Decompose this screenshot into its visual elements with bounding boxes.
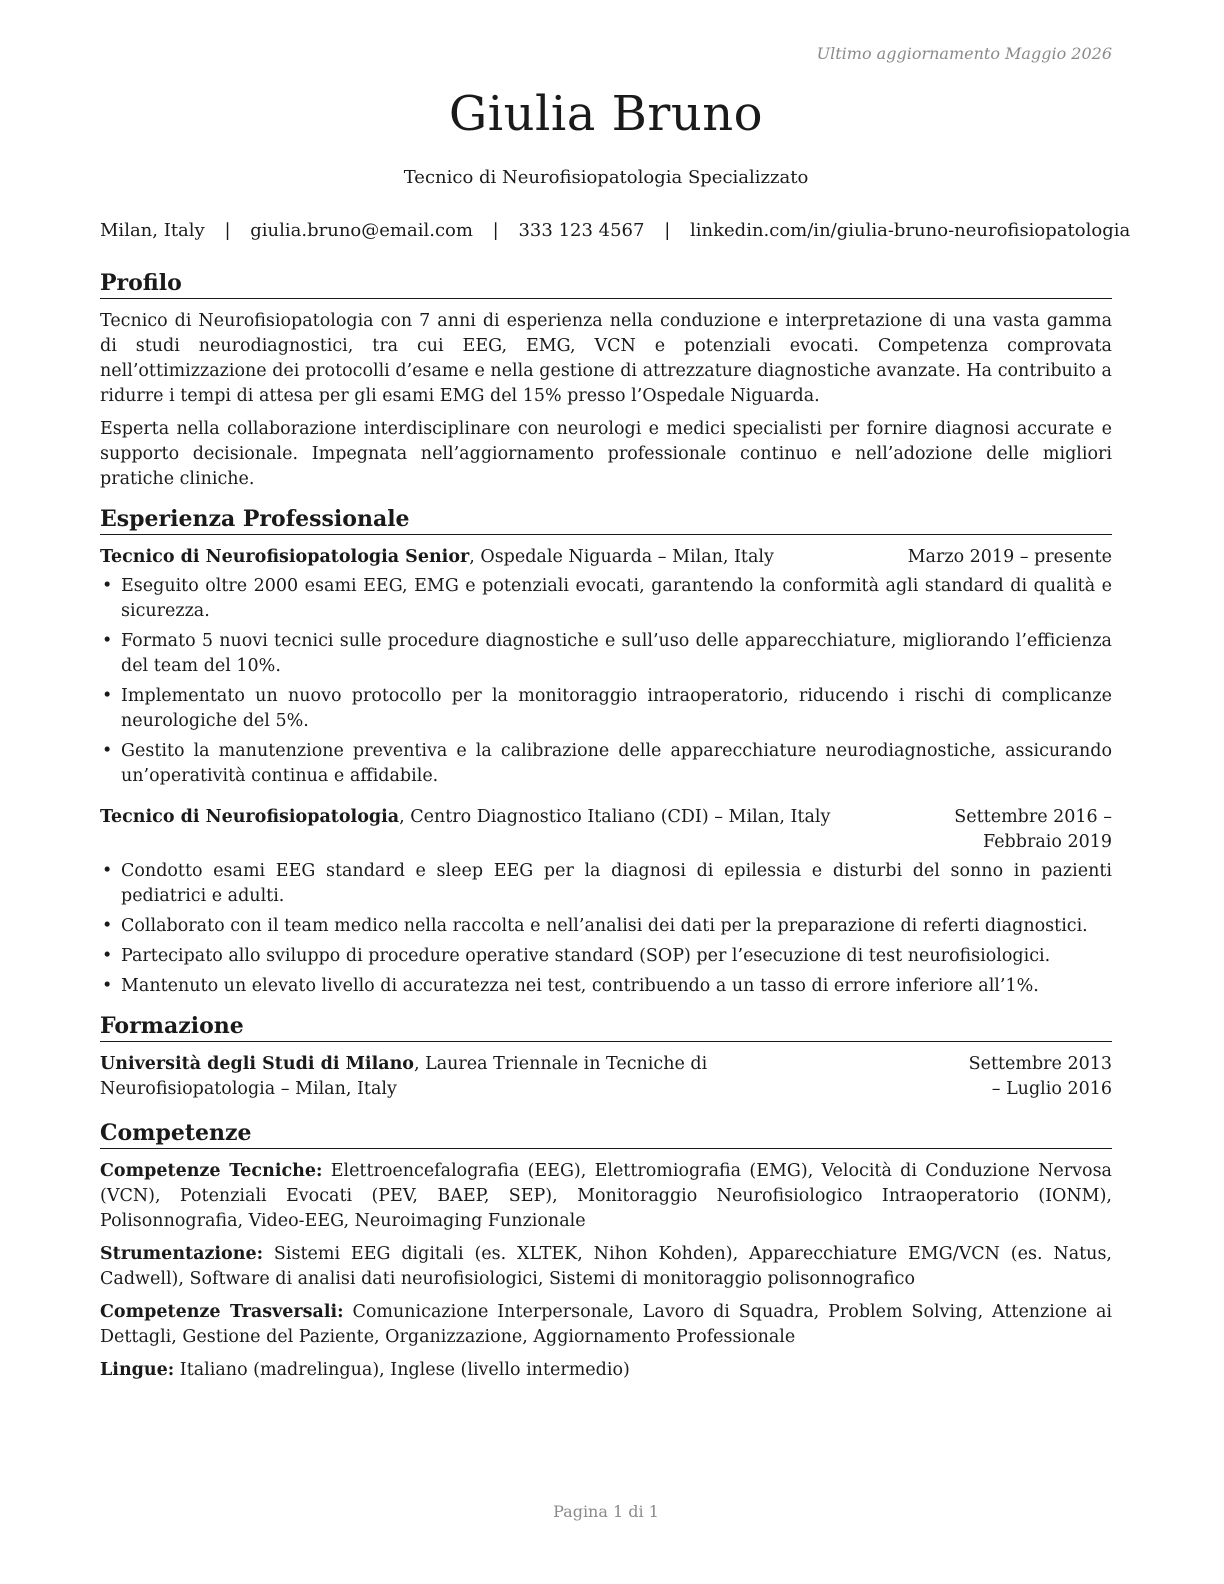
bullet-item bbox=[100, 629, 1112, 679]
skill-label: Lingue: bbox=[100, 1360, 175, 1380]
bullet-text: Formato 5 nuovi tecnici sulle procedure diagnostiche e sull’uso delle apparecchiature, migliorando l’efficienza del team del 10%. bbox=[121, 631, 1112, 676]
bullet-icon: • bbox=[102, 976, 113, 996]
contact-separator: | bbox=[224, 220, 231, 241]
skill-text: Comunicazione Interpersonale, Lavoro di Squadra, Problem Solving, Attenzione ai Dettagli, Gestione del Paziente, Organizzazione, Aggiornamento Professionale bbox=[100, 1302, 1112, 1347]
bullet-item bbox=[100, 684, 1112, 734]
job-role: Tecnico di Neurofisiopatologia Senior bbox=[100, 547, 470, 567]
education-title-line bbox=[100, 1052, 870, 1102]
bullet-icon: • bbox=[102, 741, 113, 761]
education-school: Università degli Studi di Milano bbox=[100, 1054, 414, 1074]
skill-label: Competenze Tecniche: bbox=[100, 1161, 323, 1181]
job-bullets bbox=[100, 574, 1112, 789]
bullet-text: Condotto esami EEG standard e sleep EEG per la diagnosi di epilessia e disturbi del sonno in pazienti pediatrici e adulti. bbox=[121, 861, 1112, 906]
bullet-item bbox=[100, 739, 1112, 789]
bullet-item bbox=[100, 974, 1112, 999]
job-entry bbox=[100, 805, 1112, 999]
job-entry bbox=[100, 545, 1112, 789]
job-role: Tecnico di Neurofisiopatologia bbox=[100, 807, 400, 827]
bullet-text: Implementato un nuovo protocollo per la monitoraggio intraoperatorio, riducendo i rischi di complicanze neurologiche del 5%. bbox=[121, 686, 1112, 731]
skill-row bbox=[100, 1242, 1112, 1292]
education-entry bbox=[100, 1052, 1112, 1102]
bullet-text: Mantenuto un elevato livello di accuratezza nei test, contribuendo a un tasso di errore inferiore all’1%. bbox=[121, 976, 1039, 996]
bullet-text: Collaborato con il team medico nella raccolta e nell’analisi dei dati per la preparazione di referti diagnostici. bbox=[121, 916, 1088, 936]
bullet-item bbox=[100, 944, 1112, 969]
bullet-text: Partecipato allo sviluppo di procedure operative standard (SOP) per l’esecuzione di test neurofisiologici. bbox=[121, 946, 1051, 966]
skill-text: Sistemi EEG digitali (es. XLTEK, Nihon Kohden), Apparecchiature EMG/VCN (es. Natus, Cadwell), Software di analisi dati neurofisiologici, Sistemi di monitoraggio polisonnografico bbox=[100, 1244, 1112, 1289]
contact-line bbox=[100, 220, 1131, 241]
experience-section bbox=[100, 506, 1112, 999]
candidate-role: Tecnico di Neurofisiopatologia Specializzato bbox=[403, 167, 809, 188]
profile-section bbox=[100, 270, 1112, 492]
skill-label: Strumentazione: bbox=[100, 1244, 264, 1264]
job-title-line bbox=[100, 545, 774, 570]
bullet-item bbox=[100, 574, 1112, 624]
skill-label: Competenze Trasversali: bbox=[100, 1302, 344, 1322]
job-bullets bbox=[100, 859, 1112, 999]
contact-separator: | bbox=[664, 220, 671, 241]
skill-text: Italiano (madrelingua), Inglese (livello intermedio) bbox=[174, 1360, 630, 1380]
contact-location: Milan, Italy bbox=[100, 220, 205, 241]
contact-phone[interactable]: 333 123 4567 bbox=[518, 220, 645, 241]
bullet-icon: • bbox=[102, 916, 113, 936]
job-place: , Ospedale Niguarda – Milan, Italy bbox=[469, 547, 774, 567]
skill-row bbox=[100, 1358, 1112, 1383]
job-dates: Marzo 2019 – presente bbox=[907, 547, 1112, 567]
skills-section bbox=[100, 1120, 1112, 1383]
section-title-skills: Competenze bbox=[100, 1120, 1112, 1149]
bullet-icon: • bbox=[102, 576, 113, 596]
page-number: Pagina 1 di 1 bbox=[553, 1502, 659, 1521]
job-dates: Settembre 2016 – Febbraio 2019 bbox=[954, 807, 1112, 852]
profile-paragraph: Tecnico di Neurofisiopatologia con 7 anni di esperienza nella conduzione e interpretazione di una vasta gamma di studi neurodiagnostici, tra cui EEG, EMG, VCN e potenziali evocati. Competenza comprovata nell’ottimizzazione dei protocolli d’esame e nella gestione di attrezzature diagnostiche avanzate. Ha contribuito a ridurre i tempi di attesa per gli esami EMG del 15% presso l’Ospedale Niguarda. bbox=[100, 311, 1112, 406]
bullet-icon: • bbox=[102, 631, 113, 651]
section-title-profile: Profilo bbox=[100, 270, 1112, 299]
bullet-item bbox=[100, 859, 1112, 909]
job-place: , Centro Diagnostico Italiano (CDI) – Milan, Italy bbox=[399, 807, 831, 827]
bullet-icon: • bbox=[102, 946, 113, 966]
job-header bbox=[100, 545, 1112, 570]
education-degree: , Laurea Triennale in Tecniche di Neurofisiopatologia – Milan, Italy bbox=[100, 1054, 708, 1099]
skill-row bbox=[100, 1300, 1112, 1350]
contact-linkedin[interactable]: linkedin.com/in/giulia-bruno-neurofisiopatologia bbox=[690, 220, 1131, 241]
contact-email[interactable]: giulia.bruno@email.com bbox=[250, 220, 473, 241]
last-updated: Ultimo aggiornamento Maggio 2026 bbox=[816, 44, 1112, 63]
bullet-text: Eseguito oltre 2000 esami EEG, EMG e potenziali evocati, garantendo la conformità agli standard di qualità e sicurezza. bbox=[121, 576, 1112, 621]
bullet-item bbox=[100, 914, 1112, 939]
contact-separator: | bbox=[492, 220, 499, 241]
section-title-education: Formazione bbox=[100, 1013, 1112, 1042]
resume-content bbox=[100, 270, 1112, 1391]
job-header bbox=[100, 805, 1112, 855]
bullet-icon: • bbox=[102, 686, 113, 706]
bullet-text: Gestito la manutenzione preventiva e la calibrazione delle apparecchiature neurodiagnostiche, assicurando un’operatività continua e affidabile. bbox=[121, 741, 1112, 786]
education-dates: Settembre 2013 – Luglio 2016 bbox=[968, 1054, 1112, 1099]
candidate-name: Giulia Bruno bbox=[448, 86, 764, 142]
skill-row bbox=[100, 1159, 1112, 1234]
education-section bbox=[100, 1013, 1112, 1102]
job-title-line bbox=[100, 805, 830, 855]
section-title-experience: Esperienza Professionale bbox=[100, 506, 1112, 535]
profile-paragraph: Esperta nella collaborazione interdisciplinare con neurologi e medici specialisti per fornire diagnosi accurate e supporto decisionale. Impegnata nell’aggiornamento professionale continuo e nell’adozione delle migliori pratiche cliniche. bbox=[100, 419, 1112, 489]
skill-text: Elettroencefalografia (EEG), Elettromiografia (EMG), Velocità di Conduzione Nervosa (VCN), Potenziali Evocati (PEV, BAEP, SEP), Monitoraggio Neurofisiologico Intraoperatorio (IONM), Polisonnografia, Video-EEG, Neuroimaging Funzionale bbox=[100, 1161, 1112, 1231]
bullet-icon: • bbox=[102, 861, 113, 881]
